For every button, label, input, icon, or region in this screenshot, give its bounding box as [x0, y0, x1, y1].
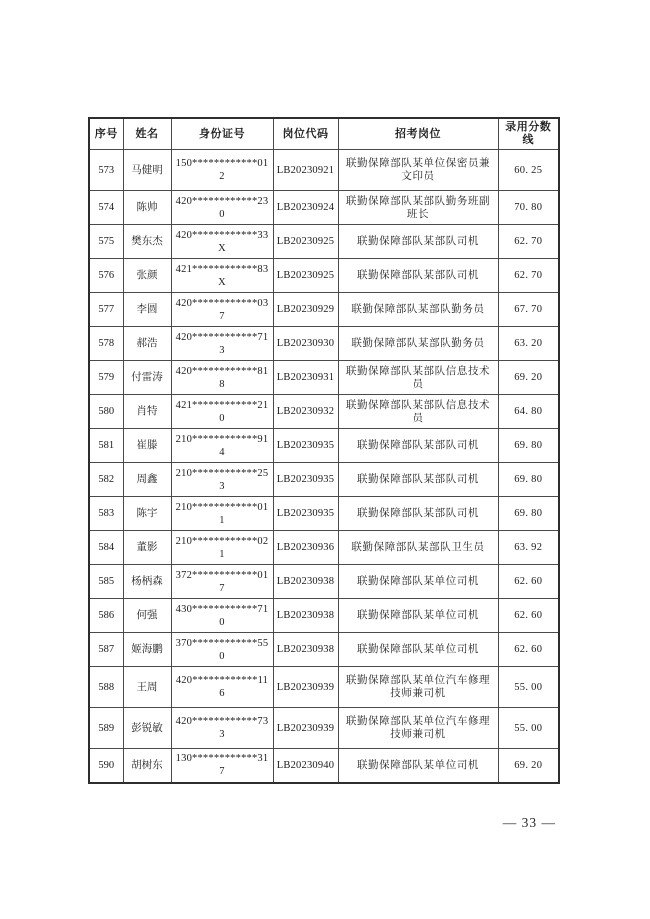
serial-number-cell: 582	[89, 463, 123, 497]
score-cell: 67. 70	[498, 293, 559, 327]
table-header-row	[89, 118, 559, 150]
position-code-cell: LB20230931	[273, 361, 338, 395]
position-code-cell: LB20230939	[273, 667, 338, 708]
table-row	[89, 565, 559, 599]
table-row	[89, 708, 559, 749]
id-number-cell: 372************017	[171, 565, 273, 599]
table-row	[89, 361, 559, 395]
name-cell: 彭锐敏	[123, 708, 171, 749]
name-cell: 陈宇	[123, 497, 171, 531]
name-cell: 肖特	[123, 395, 171, 429]
serial-number-cell: 586	[89, 599, 123, 633]
score-cell: 60. 25	[498, 150, 559, 191]
header-recruit-position: 招考岗位	[338, 118, 498, 150]
recruit-position-cell: 联勤保障部队某单位司机	[338, 599, 498, 633]
table-row	[89, 633, 559, 667]
score-cell: 69. 20	[498, 361, 559, 395]
table-row	[89, 225, 559, 259]
position-code-cell: LB20230936	[273, 531, 338, 565]
header-position-code: 岗位代码	[273, 118, 338, 150]
serial-number-cell: 576	[89, 259, 123, 293]
name-cell: 董影	[123, 531, 171, 565]
position-code-cell: LB20230939	[273, 708, 338, 749]
recruitment-score-table	[88, 117, 560, 784]
serial-number-cell: 575	[89, 225, 123, 259]
recruit-position-cell: 联勤保障部队某部队信息技术员	[338, 395, 498, 429]
name-cell: 李圆	[123, 293, 171, 327]
recruit-position-cell: 联勤保障部队某部队信息技术员	[338, 361, 498, 395]
score-cell: 69. 20	[498, 749, 559, 783]
name-cell: 崔滕	[123, 429, 171, 463]
recruit-position-cell: 联勤保障部队某单位汽车修理技师兼司机	[338, 667, 498, 708]
id-number-cell: 420************116	[171, 667, 273, 708]
serial-number-cell: 583	[89, 497, 123, 531]
score-cell: 62. 60	[498, 599, 559, 633]
table-row	[89, 497, 559, 531]
score-cell: 63. 92	[498, 531, 559, 565]
position-code-cell: LB20230921	[273, 150, 338, 191]
position-code-cell: LB20230924	[273, 191, 338, 225]
table-row	[89, 327, 559, 361]
position-code-cell: LB20230930	[273, 327, 338, 361]
id-number-cell: 420************818	[171, 361, 273, 395]
name-cell: 付雷涛	[123, 361, 171, 395]
serial-number-cell: 590	[89, 749, 123, 783]
position-code-cell: LB20230925	[273, 225, 338, 259]
serial-number-cell: 574	[89, 191, 123, 225]
recruit-position-cell: 联勤保障部队某部队司机	[338, 497, 498, 531]
position-code-cell: LB20230932	[273, 395, 338, 429]
score-cell: 62. 70	[498, 225, 559, 259]
table-row	[89, 259, 559, 293]
serial-number-cell: 585	[89, 565, 123, 599]
recruit-position-cell: 联勤保障部队某单位保密员兼文印员	[338, 150, 498, 191]
id-number-cell: 420************33X	[171, 225, 273, 259]
position-code-cell: LB20230935	[273, 429, 338, 463]
position-code-cell: LB20230935	[273, 497, 338, 531]
score-cell: 64. 80	[498, 395, 559, 429]
id-number-cell: 430************710	[171, 599, 273, 633]
name-cell: 姬海鹏	[123, 633, 171, 667]
id-number-cell: 420************037	[171, 293, 273, 327]
position-code-cell: LB20230938	[273, 633, 338, 667]
id-number-cell: 421************83X	[171, 259, 273, 293]
id-number-cell: 210************021	[171, 531, 273, 565]
position-code-cell: LB20230935	[273, 463, 338, 497]
position-code-cell: LB20230940	[273, 749, 338, 783]
id-number-cell: 370************550	[171, 633, 273, 667]
name-cell: 王周	[123, 667, 171, 708]
id-number-cell: 150************012	[171, 150, 273, 191]
recruit-position-cell: 联勤保障部队某单位汽车修理技师兼司机	[338, 708, 498, 749]
score-cell: 69. 80	[498, 463, 559, 497]
serial-number-cell: 581	[89, 429, 123, 463]
name-cell: 周鑫	[123, 463, 171, 497]
score-cell: 62. 60	[498, 633, 559, 667]
table-row	[89, 749, 559, 783]
name-cell: 张颜	[123, 259, 171, 293]
header-score-line: 录用分数线	[498, 118, 559, 150]
header-id-number: 身份证号	[171, 118, 273, 150]
name-cell: 陈帅	[123, 191, 171, 225]
score-cell: 62. 70	[498, 259, 559, 293]
score-cell: 69. 80	[498, 497, 559, 531]
position-code-cell: LB20230925	[273, 259, 338, 293]
serial-number-cell: 589	[89, 708, 123, 749]
serial-number-cell: 578	[89, 327, 123, 361]
recruit-position-cell: 联勤保障部队某单位司机	[338, 633, 498, 667]
id-number-cell: 420************733	[171, 708, 273, 749]
table-row	[89, 531, 559, 565]
recruit-position-cell: 联勤保障部队某部队卫生员	[338, 531, 498, 565]
serial-number-cell: 573	[89, 150, 123, 191]
table-row	[89, 150, 559, 191]
recruit-position-cell: 联勤保障部队某部队司机	[338, 259, 498, 293]
recruit-position-cell: 联勤保障部队某单位司机	[338, 749, 498, 783]
table-row	[89, 599, 559, 633]
serial-number-cell: 587	[89, 633, 123, 667]
position-code-cell: LB20230938	[273, 599, 338, 633]
position-code-cell: LB20230938	[273, 565, 338, 599]
recruit-position-cell: 联勤保障部队某部队勤务员	[338, 327, 498, 361]
score-cell: 55. 00	[498, 708, 559, 749]
table-body	[89, 150, 559, 783]
id-number-cell: 210************253	[171, 463, 273, 497]
recruit-position-cell: 联勤保障部队某部队勤务班副班长	[338, 191, 498, 225]
table-row	[89, 293, 559, 327]
name-cell: 樊东杰	[123, 225, 171, 259]
name-cell: 马健明	[123, 150, 171, 191]
header-serial-number: 序号	[89, 118, 123, 150]
id-number-cell: 130************317	[171, 749, 273, 783]
score-cell: 69. 80	[498, 429, 559, 463]
position-code-cell: LB20230929	[273, 293, 338, 327]
page-number: — 33 —	[502, 815, 556, 830]
score-cell: 63. 20	[498, 327, 559, 361]
table-row	[89, 191, 559, 225]
id-number-cell: 210************914	[171, 429, 273, 463]
header-name: 姓名	[123, 118, 171, 150]
recruit-position-cell: 联勤保障部队某部队司机	[338, 429, 498, 463]
recruit-position-cell: 联勤保障部队某单位司机	[338, 565, 498, 599]
serial-number-cell: 577	[89, 293, 123, 327]
name-cell: 郝浩	[123, 327, 171, 361]
score-cell: 70. 80	[498, 191, 559, 225]
serial-number-cell: 588	[89, 667, 123, 708]
serial-number-cell: 580	[89, 395, 123, 429]
serial-number-cell: 584	[89, 531, 123, 565]
table-row	[89, 667, 559, 708]
table-row	[89, 429, 559, 463]
name-cell: 胡树东	[123, 749, 171, 783]
id-number-cell: 421************210	[171, 395, 273, 429]
name-cell: 何强	[123, 599, 171, 633]
serial-number-cell: 579	[89, 361, 123, 395]
table-row	[89, 395, 559, 429]
id-number-cell: 420************230	[171, 191, 273, 225]
id-number-cell: 420************713	[171, 327, 273, 361]
id-number-cell: 210************011	[171, 497, 273, 531]
name-cell: 杨柄森	[123, 565, 171, 599]
table-row	[89, 463, 559, 497]
recruit-position-cell: 联勤保障部队某部队司机	[338, 225, 498, 259]
score-cell: 55. 00	[498, 667, 559, 708]
recruit-position-cell: 联勤保障部队某部队司机	[338, 463, 498, 497]
recruit-position-cell: 联勤保障部队某部队勤务员	[338, 293, 498, 327]
score-cell: 62. 60	[498, 565, 559, 599]
